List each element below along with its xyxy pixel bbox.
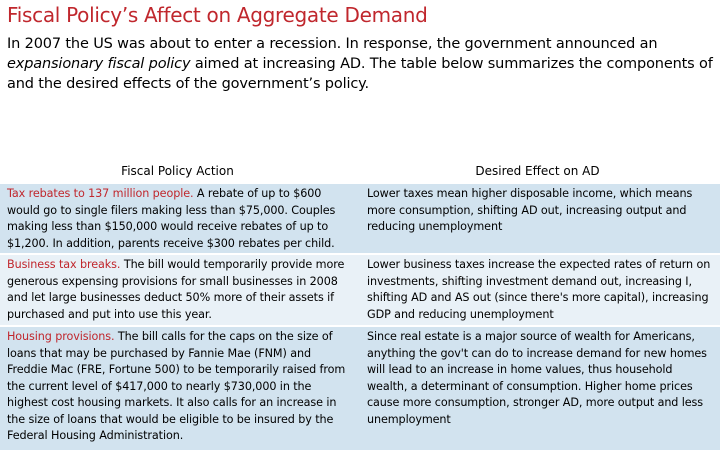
action-text: A rebate of up to $600 would go to single filers making less than $75,000. Couples making less than $150,000 would receive rebates of up to $1,200. In addition, parents receive $300 rebates per child. [7, 187, 336, 250]
policy-table [0, 160, 720, 450]
action-lead: Business tax breaks. [7, 258, 121, 271]
intro-emphasis: expansionary fiscal policy [7, 56, 191, 72]
intro-text-before: In 2007 the US was about to enter a recession. In response, the government announced an [7, 36, 658, 52]
action-lead: Housing provisions. [7, 330, 115, 343]
effect-cell: Since real estate is a major source of wealth for Americans, anything the gov't can do to increase demand for new homes will lead to an increase in home values, thus household wealth, a determinant of consumption. Higher home prices cause more consumption, stronger AD, more output and less unemployment [355, 326, 720, 450]
effect-cell: Lower taxes mean higher disposable income, which means more consumption, shifting AD out, increasing output and reducing unemployment [355, 183, 720, 254]
header-desired-effect: Desired Effect on AD [475, 164, 600, 178]
effect-cell: Lower business taxes increase the expected rates of return on investments, shifting investment demand out, increasing I, shifting AD and AS out (since there's more capital), increasing GDP and reducing unemployment [355, 254, 720, 326]
action-cell [0, 326, 355, 450]
table-row [0, 326, 720, 450]
intro-text-after: aimed at increasing AD. The table below summarizes the components of and the desired effects of the government’s policy. [7, 56, 713, 92]
header-fiscal-policy-action: Fiscal Policy Action [121, 164, 234, 178]
action-text: The bill calls for the caps on the size of loans that may be purchased by Fannie Mae (FNM) and Freddie Mac (FRE, Fortune 500) to be temporarily raised from the current level of $417,000 to nearly $730,000 in the highest cost housing markets. It also calls for an increase in the size of loans that would be eligible to be insured by the Federal Housing Administration. [7, 330, 346, 442]
action-cell [0, 254, 355, 326]
slide-title: Fiscal Policy’s Affect on Aggregate Demand [7, 3, 428, 27]
table-header-row [0, 160, 720, 183]
action-text: The bill would temporarily provide more generous expensing provisions for small businesses in 2008 and let large businesses deduct 50% more of their assets if purchased and put into use this year. [7, 258, 345, 321]
action-lead: Tax rebates to 137 million people. [7, 187, 194, 200]
intro-paragraph [7, 34, 713, 94]
action-cell [0, 183, 355, 254]
table-row [0, 183, 720, 254]
table-row [0, 254, 720, 326]
